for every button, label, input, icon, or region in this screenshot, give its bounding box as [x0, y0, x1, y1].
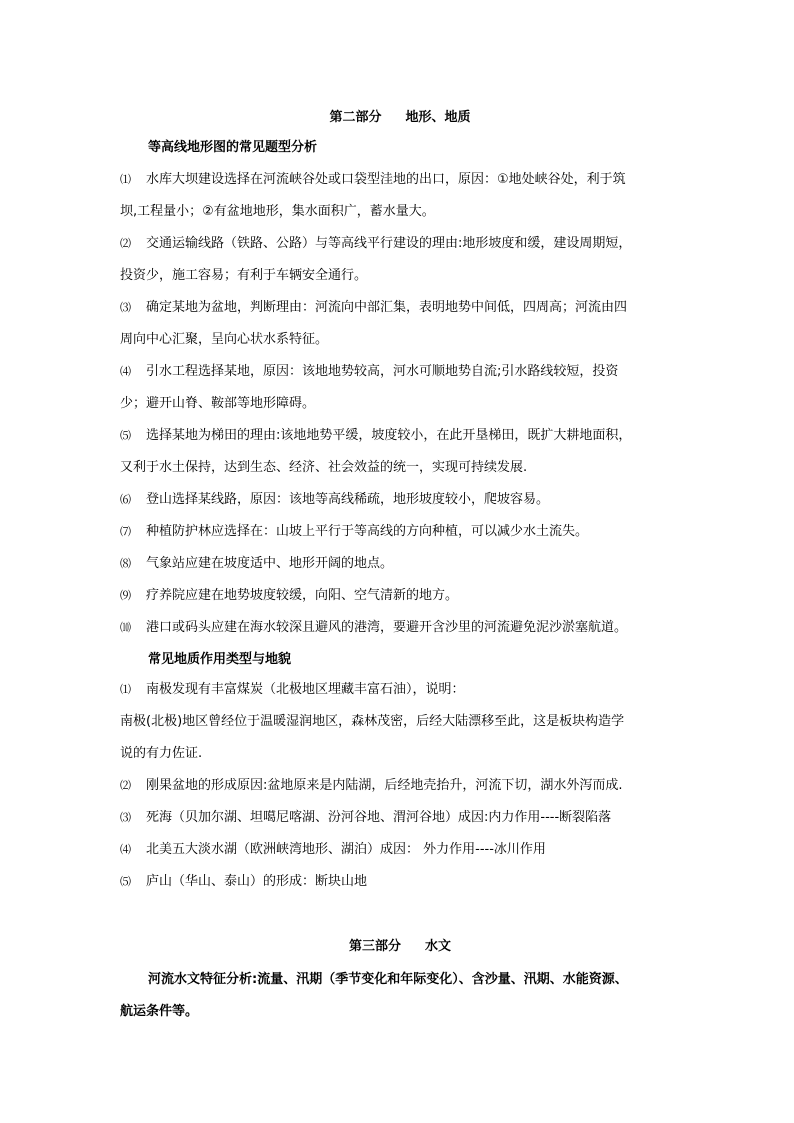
section2-heading: 常见地质作用类型与地貌	[148, 652, 292, 667]
list-item: ⑽ 港口或码头应建在海水较深且避风的港湾，要避开含沙里的河流避免泥沙淤塞航道。	[120, 620, 628, 635]
list-item: ⑶ 死海（贝加尔湖、坦噶尼喀湖、汾河谷地、渭河谷地）成因:内力作用----断裂陷落	[120, 810, 612, 825]
list-item: ⑷ 北美五大淡水湖（欧洲峡湾地形、湖泊）成因： 外力作用----冰川作用	[120, 842, 546, 857]
part2-title-b: 地形、地质	[405, 110, 471, 125]
list-item: ⑹ 登山选择某线路，原因：该地等高线稀疏，地形坡度较小，爬坡容易。	[120, 492, 550, 507]
part2-title-a: 第二部分	[329, 110, 382, 125]
list-item-continuation: 少；避开山脊、鞍部等地形障碍。	[120, 396, 316, 411]
list-item: ⑴ 南极发现有丰富煤炭（北极地区埋藏丰富石油），说明：	[120, 682, 465, 697]
part3-title-a: 第三部分	[348, 939, 401, 954]
part3-paragraph-line1: 河流水文特征分析:流量、汛期（季节变化和年际变化）、含沙量、汛期、水能资源、	[148, 972, 628, 987]
list-item: ⑸ 庐山（华山、泰山）的形成：断块山地	[120, 874, 368, 889]
list-item-continuation: 投资少，施工容易；有利于车辆安全通行。	[120, 268, 368, 283]
list-item: ⑴ 水库大坝建设选择在河流峡谷处或口袋型洼地的出口，原因：①地处峡谷处，利于筑	[120, 172, 626, 187]
list-item: ⑼ 疗养院应建在地势坡度较缓，向阳、空气清新的地方。	[120, 588, 459, 603]
section1-list	[120, 164, 680, 644]
list-item: ⑺ 种植防护林应选择在：山坡上平行于等高线的方向种植，可以减少水土流失。	[120, 524, 589, 539]
list-item: ⑵ 刚果盆地的形成原因:盆地原来是内陆湖，后经地壳抬升，河流下切，湖水外泻而成.	[120, 778, 623, 793]
list-item: ⑻ 气象站应建在坡度适中、地形开阔的地点。	[120, 556, 394, 571]
list-item: ⑷ 引水工程选择某地，原因：该地地势较高，河水可顺地势自流;引水路线较短，投资	[120, 364, 619, 379]
part3-paragraph-line2: 航运条件等。	[120, 1004, 199, 1019]
document-page	[120, 108, 680, 1028]
list-item-continuation: 南极(北极)地区曾经位于温暖湿润地区，森林茂密，后经大陆漂移至此，这是板块构造学	[120, 714, 625, 729]
list-item-continuation: 又利于水土保持，达到生态、经济、社会效益的统一，实现可持续发展.	[120, 460, 528, 475]
section1-heading: 等高线地形图的常见题型分析	[148, 140, 318, 155]
list-item: ⑸ 选择某地为梯田的理由:该地地势平缓，坡度较小，在此开垦梯田，既扩大耕地面积，	[120, 428, 632, 443]
list-item-continuation: 周向中心汇聚，呈向心状水系特征。	[120, 332, 329, 347]
part3-title	[120, 936, 680, 958]
list-item: ⑵ 交通运输线路（铁路、公路）与等高线平行建设的理由:地形坡度和缓，建设周期短，	[120, 236, 632, 251]
list-item: ⑶ 确定某地为盆地，判断理由：河流向中部汇集，表明地势中间低，四周高；河流由四	[120, 300, 628, 315]
section2-list	[120, 674, 680, 898]
part3-title-b: 水文	[425, 939, 452, 954]
part2-title	[120, 108, 680, 128]
list-item-continuation: 坝,工程量小；②有盆地地形，集水面积广，蓄水量大。	[120, 204, 435, 219]
list-item-continuation: 说的有力佐证.	[120, 746, 203, 761]
